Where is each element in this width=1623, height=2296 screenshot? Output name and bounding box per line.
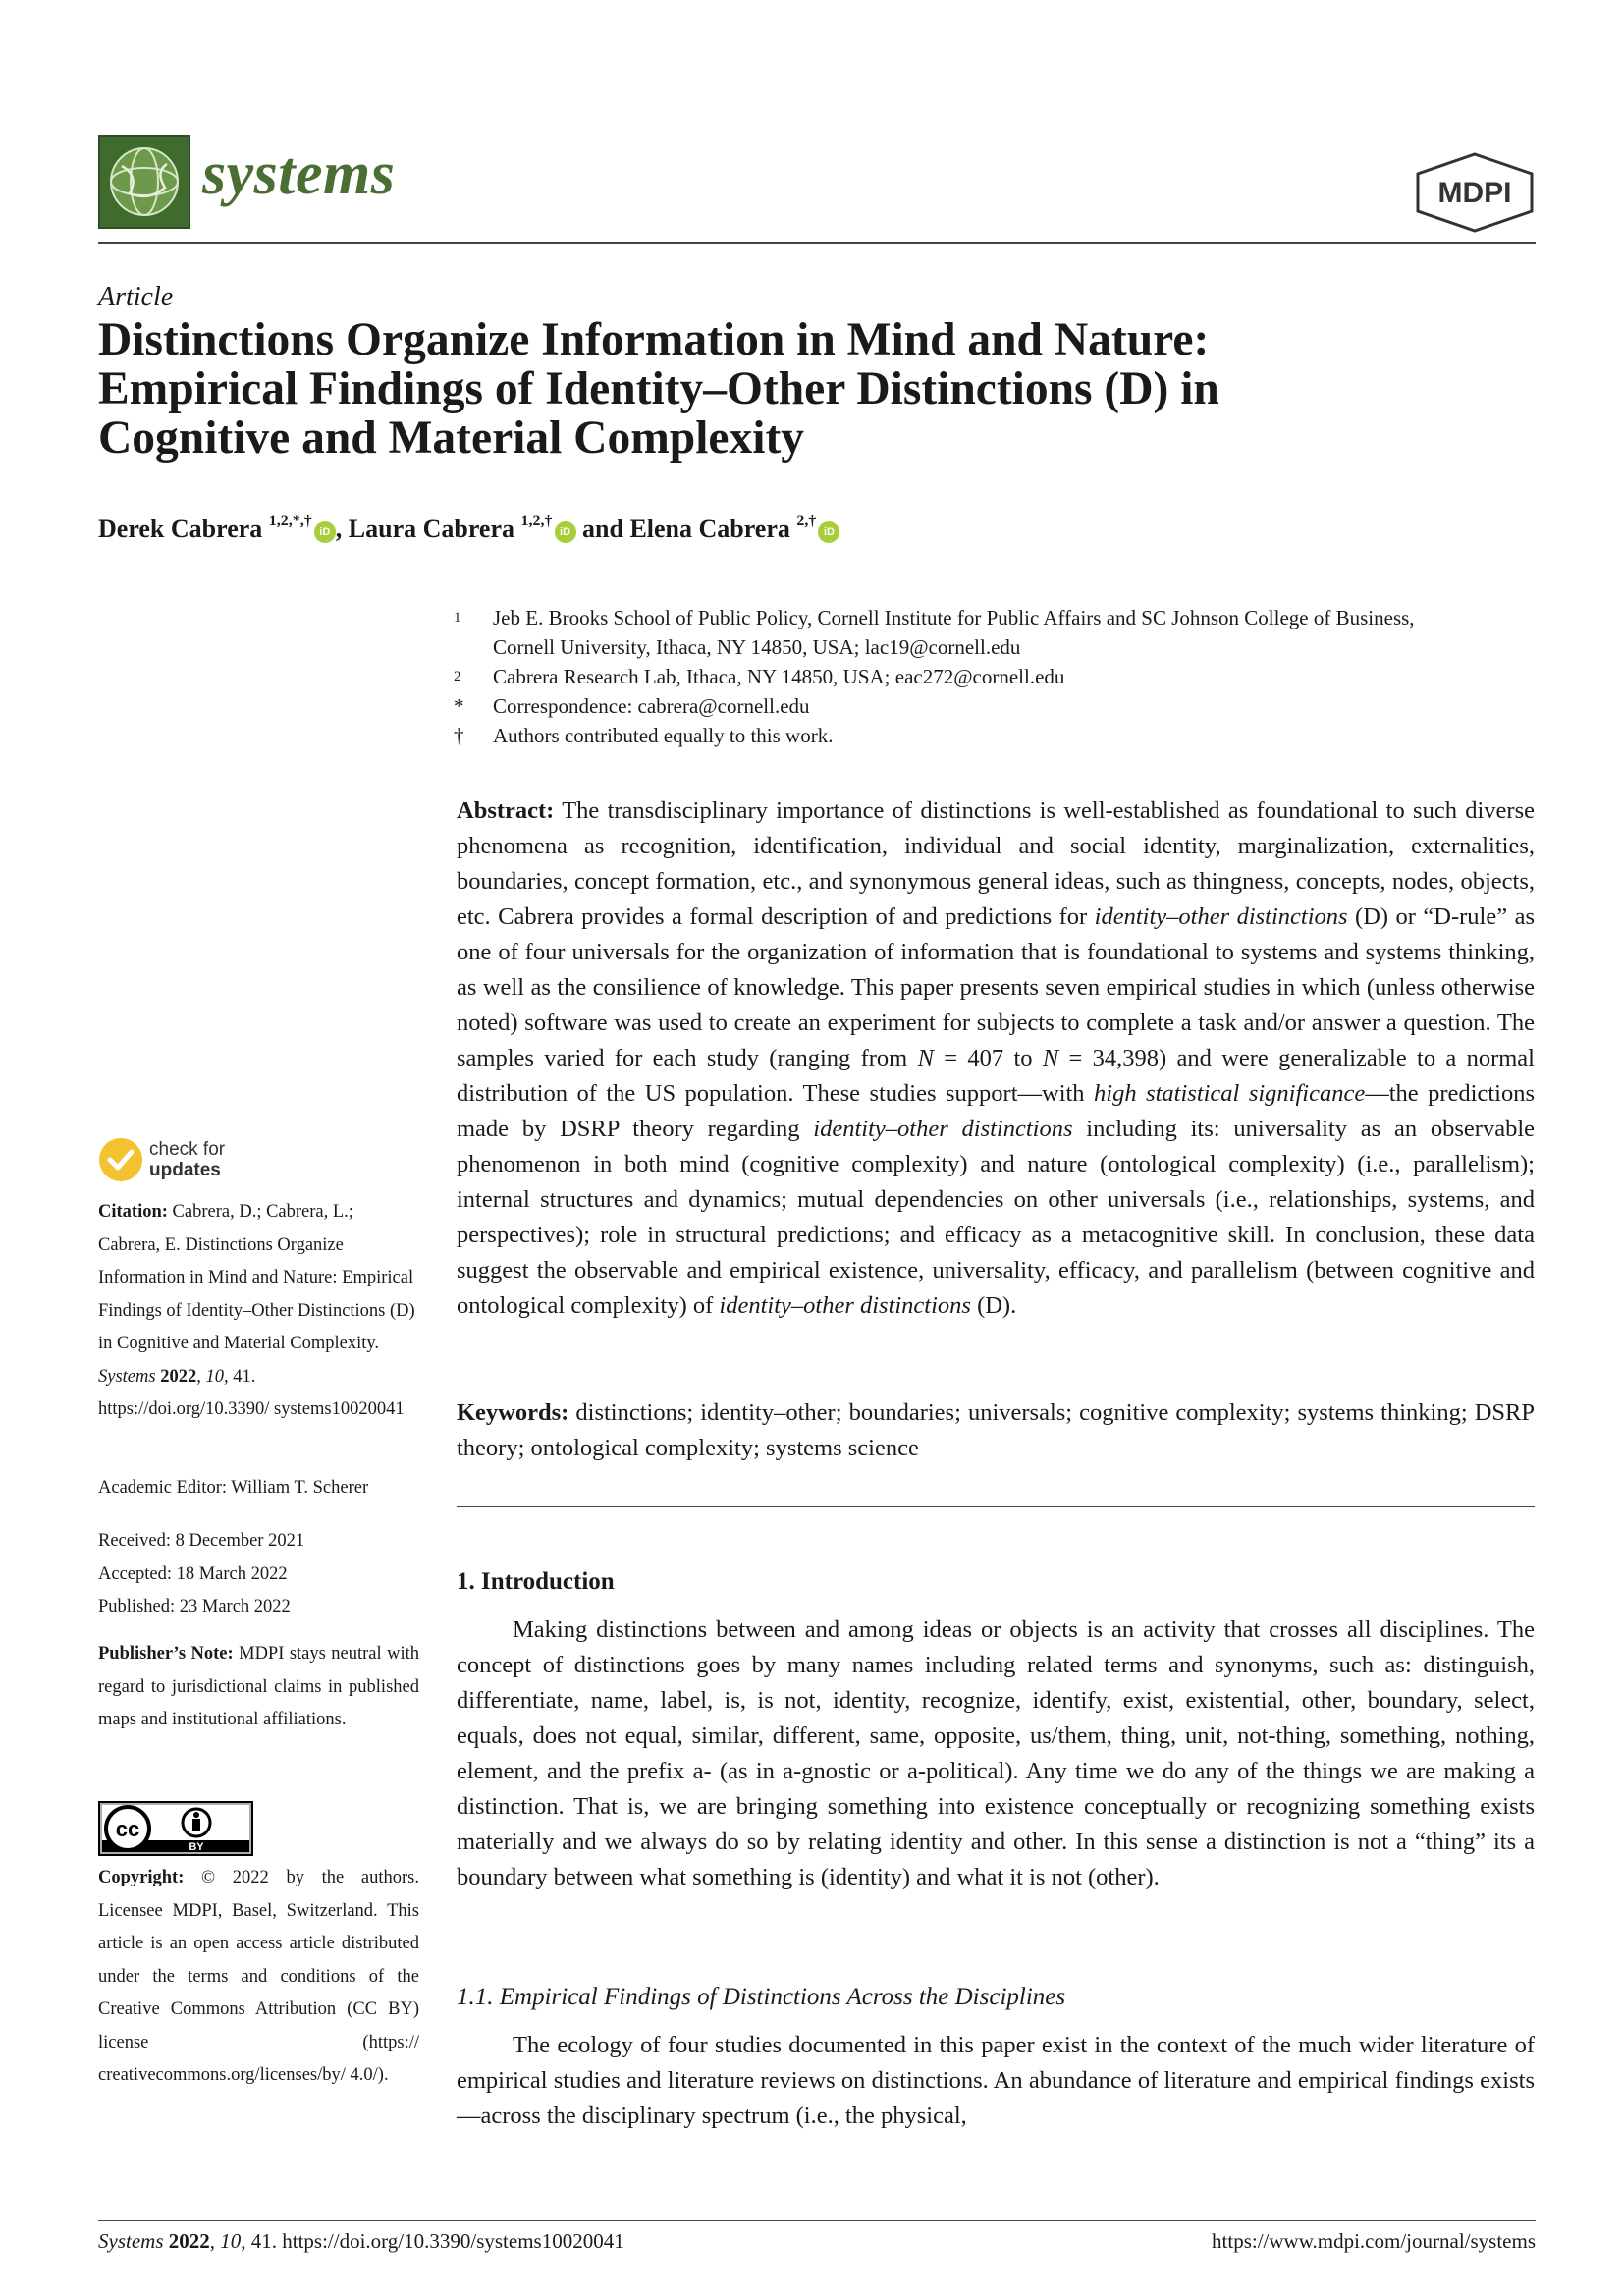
abstract-text: = 34,398) and were generalizable to a normal distribution of the US population. These studies support—with bbox=[457, 1045, 1535, 1107]
footer-volume: 10 bbox=[220, 2229, 242, 2253]
abstract-label: Abstract: bbox=[457, 797, 555, 824]
subsection-paragraph: The ecology of four studies documented in this paper exist in the context of the much wider literature of empirical studies and literature reviews on distinctions. An abundance of literature and empirical findings exists—across the disciplinary spectrum (i.e., the physical, bbox=[457, 2032, 1535, 2129]
abstract-emphasis: identity–other distinctions bbox=[1094, 903, 1348, 930]
affiliation-mark: 1 bbox=[454, 610, 461, 626]
correspondence-text[interactable]: Correspondence: cabrera@cornell.edu bbox=[493, 694, 810, 718]
cc-by-license-badge[interactable] bbox=[98, 1801, 253, 1856]
author-separator: and bbox=[575, 515, 630, 543]
article-type: Article bbox=[98, 282, 174, 312]
author-affiliation-marks: 1,2,*,† bbox=[268, 513, 312, 529]
author-list bbox=[98, 515, 839, 544]
orcid-icon[interactable]: iD bbox=[818, 521, 839, 543]
intro-paragraph: Making distinctions between and among ideas or objects is an activity that crosses all disciplines. The concept of distinctions goes by many names including related terms and synonyms, such as: distinguish, differentiate, name, label, is, is not, identity, recognize, identify, exist, existential, other, boundary, select, equals, does not equal, similar, different, same, opposite, us/them, thing, unit, not-thing, something, nothing, element, and the prefix a- (as in a-gnostic or a-political). Any time we do any of the things we are making a distinction. That is, we are bringing something into existence conceptually or recognizing something exists materially and we always do so by relating identity and other. In this sense a distinction is not a “thing” its a boundary between what something is (identity) and what it is not (other). bbox=[457, 1616, 1535, 1890]
article-title bbox=[98, 315, 1532, 463]
copyright-label: Copyright: bbox=[98, 1868, 185, 1887]
equal-contribution-text: Authors contributed equally to this work. bbox=[493, 724, 834, 747]
title-line: Empirical Findings of Identity–Other Distinctions (D) in bbox=[98, 363, 1219, 414]
abstract-text: —the predictions made by DSRP theory regarding bbox=[457, 1080, 1536, 1142]
academic-editor: Academic Editor: William T. Scherer bbox=[98, 1478, 369, 1498]
abstract-emphasis: N bbox=[917, 1045, 934, 1071]
title-line: Distinctions Organize Information in Mind and Nature: bbox=[98, 314, 1210, 365]
citation-doi[interactable]: , 41. https://doi.org/10.3390/ systems10020041 bbox=[98, 1366, 405, 1419]
orcid-icon[interactable]: iD bbox=[314, 521, 336, 543]
title-line: Cognitive and Material Complexity bbox=[98, 412, 805, 464]
abstract-emphasis: identity–other distinctions bbox=[719, 1292, 971, 1319]
affiliation-text: Jeb E. Brooks School of Public Policy, Cornell Institute for Public Affairs and SC Johnson College of Business, bbox=[493, 606, 1415, 629]
author-name[interactable]: Laura Cabrera bbox=[348, 515, 515, 543]
citation-year: 2022 bbox=[160, 1366, 197, 1387]
subsection-heading: 1.1. Empirical Findings of Distinctions Across the Disciplines bbox=[457, 1984, 1066, 2010]
keywords bbox=[457, 1395, 1535, 1466]
footer-year: 2022 bbox=[168, 2229, 210, 2253]
check-for-updates-line1: check for bbox=[149, 1139, 226, 1160]
publisher-note-text: MDPI stays neutral with regard to jurisdictional claims in published maps and institutional affiliations. bbox=[98, 1644, 419, 1729]
publisher-note-label: Publisher’s Note: bbox=[98, 1644, 234, 1664]
footer-text: , bbox=[209, 2229, 221, 2253]
abstract-emphasis: N bbox=[1042, 1045, 1059, 1071]
abstract-text: (D). bbox=[970, 1292, 1017, 1319]
footer-divider bbox=[98, 2220, 1536, 2221]
publication-dates bbox=[98, 1525, 419, 1624]
globe-icon bbox=[100, 137, 189, 227]
abstract-text: (D) or “D-rule” as one of four universals for the organization of information that is foundational to systems and systems thinking, as well as the consilience of knowledge. This paper presents seven empirical studies in which (unless otherwise noted) software was used to create an experiment for subjects to complete a task and/or answer a question. The samples varied for each study (ranging from bbox=[457, 903, 1536, 1071]
affiliation-text: Cabrera Research Lab, Ithaca, NY 14850, USA; eac272@cornell.edu bbox=[493, 665, 1065, 688]
check-for-updates-button[interactable] bbox=[149, 1139, 225, 1180]
abstract-text: = 407 to bbox=[933, 1045, 1043, 1071]
mdpi-logo-text: MDPI bbox=[1437, 177, 1512, 209]
cc-by-label: BY bbox=[189, 1841, 204, 1853]
author-affiliation-marks: 1,2,† bbox=[520, 513, 553, 529]
abstract-emphasis: identity–other distinctions bbox=[813, 1116, 1073, 1142]
published-date: Published: 23 March 2022 bbox=[98, 1597, 291, 1616]
citation-block bbox=[98, 1196, 419, 1427]
citation-text: , bbox=[196, 1366, 206, 1387]
mdpi-logo bbox=[1412, 152, 1538, 233]
cc-icon: cc bbox=[115, 1817, 140, 1841]
citation-volume: 10 bbox=[205, 1366, 224, 1387]
author-affiliation-marks: 2,† bbox=[796, 513, 817, 529]
journal-logo bbox=[98, 135, 190, 229]
accepted-date: Accepted: 18 March 2022 bbox=[98, 1563, 288, 1584]
footer-citation bbox=[98, 2229, 624, 2254]
abstract-emphasis: high statistical significance bbox=[1094, 1080, 1366, 1107]
copyright-text: © 2022 by the authors. Licensee MDPI, Basel, Switzerland. This article is an open access article distributed under the terms and conditions of the Creative Commons Attribution (CC BY) license (https:// creativecommons.org/licenses/by/ 4.0/). bbox=[98, 1868, 419, 2085]
author-name[interactable]: Derek Cabrera bbox=[98, 515, 263, 543]
footer-doi[interactable]: , 41. https://doi.org/10.3390/systems10020041 bbox=[241, 2229, 624, 2253]
author-name[interactable]: Elena Cabrera bbox=[629, 515, 790, 543]
citation-journal: Systems bbox=[98, 1366, 156, 1387]
affiliation-mark: 2 bbox=[454, 669, 461, 684]
affiliation-mark: † bbox=[454, 724, 464, 747]
journal-name: systems bbox=[202, 140, 396, 207]
check-for-updates-line2: updates bbox=[149, 1160, 221, 1180]
footer-journal-url[interactable]: https://www.mdpi.com/journal/systems bbox=[1212, 2229, 1536, 2253]
header-divider bbox=[98, 242, 1536, 244]
citation-label: Citation: bbox=[98, 1202, 168, 1222]
author-separator: , bbox=[335, 515, 349, 543]
abstract-text: The transdisciplinary importance of distinctions is well-established as foundational to such diverse phenomena as recognition, identification, individual and social identity, marginalization, externalities, boundaries, concept formation, etc., and synonymous general ideas, such as thingness, concepts, nodes, objects, etc. Cabrera provides a formal description of and predictions for bbox=[457, 797, 1535, 930]
affiliation-text: Cornell University, Ithaca, NY 14850, USA; lac19@cornell.edu bbox=[493, 635, 1021, 659]
citation-text: Cabrera, D.; Cabrera, L.; Cabrera, E. Distinctions Organize Information in Mind and Nature: Empirical Findings of Identity–Other Distinctions (D) in Cognitive and Material Complexity. bbox=[98, 1202, 415, 1353]
orcid-icon[interactable]: iD bbox=[555, 521, 576, 543]
check-for-updates-icon[interactable] bbox=[98, 1137, 143, 1182]
publisher-note bbox=[98, 1638, 419, 1737]
abstract bbox=[457, 793, 1535, 1324]
keywords-label: Keywords: bbox=[457, 1399, 569, 1426]
keywords-text: distinctions; identity–other; boundaries; universals; cognitive complexity; systems thinking; DSRP theory; ontological complexity; systems science bbox=[457, 1399, 1535, 1461]
received-date: Received: 8 December 2021 bbox=[98, 1531, 305, 1551]
footer-journal: Systems bbox=[98, 2229, 164, 2253]
copyright-block bbox=[98, 1862, 419, 2093]
section-divider bbox=[457, 1506, 1535, 1507]
abstract-text: including its: universality as an observable phenomenon in both mind (cognitive complexity) and nature (ontological complexity) (i.e., parallelism); internal structures and dynamics; mutual dependencies on other universals (i.e., relationships, systems, and perspectives); role in structural predictions; and efficacy as a metacognitive skill. In conclusion, these data suggest the observable and empirical existence, universality, efficacy, and parallelism (between cognitive and ontological complexity) of bbox=[457, 1116, 1535, 1319]
affiliation-mark: * bbox=[454, 694, 464, 718]
section-heading: 1. Introduction bbox=[457, 1568, 615, 1595]
